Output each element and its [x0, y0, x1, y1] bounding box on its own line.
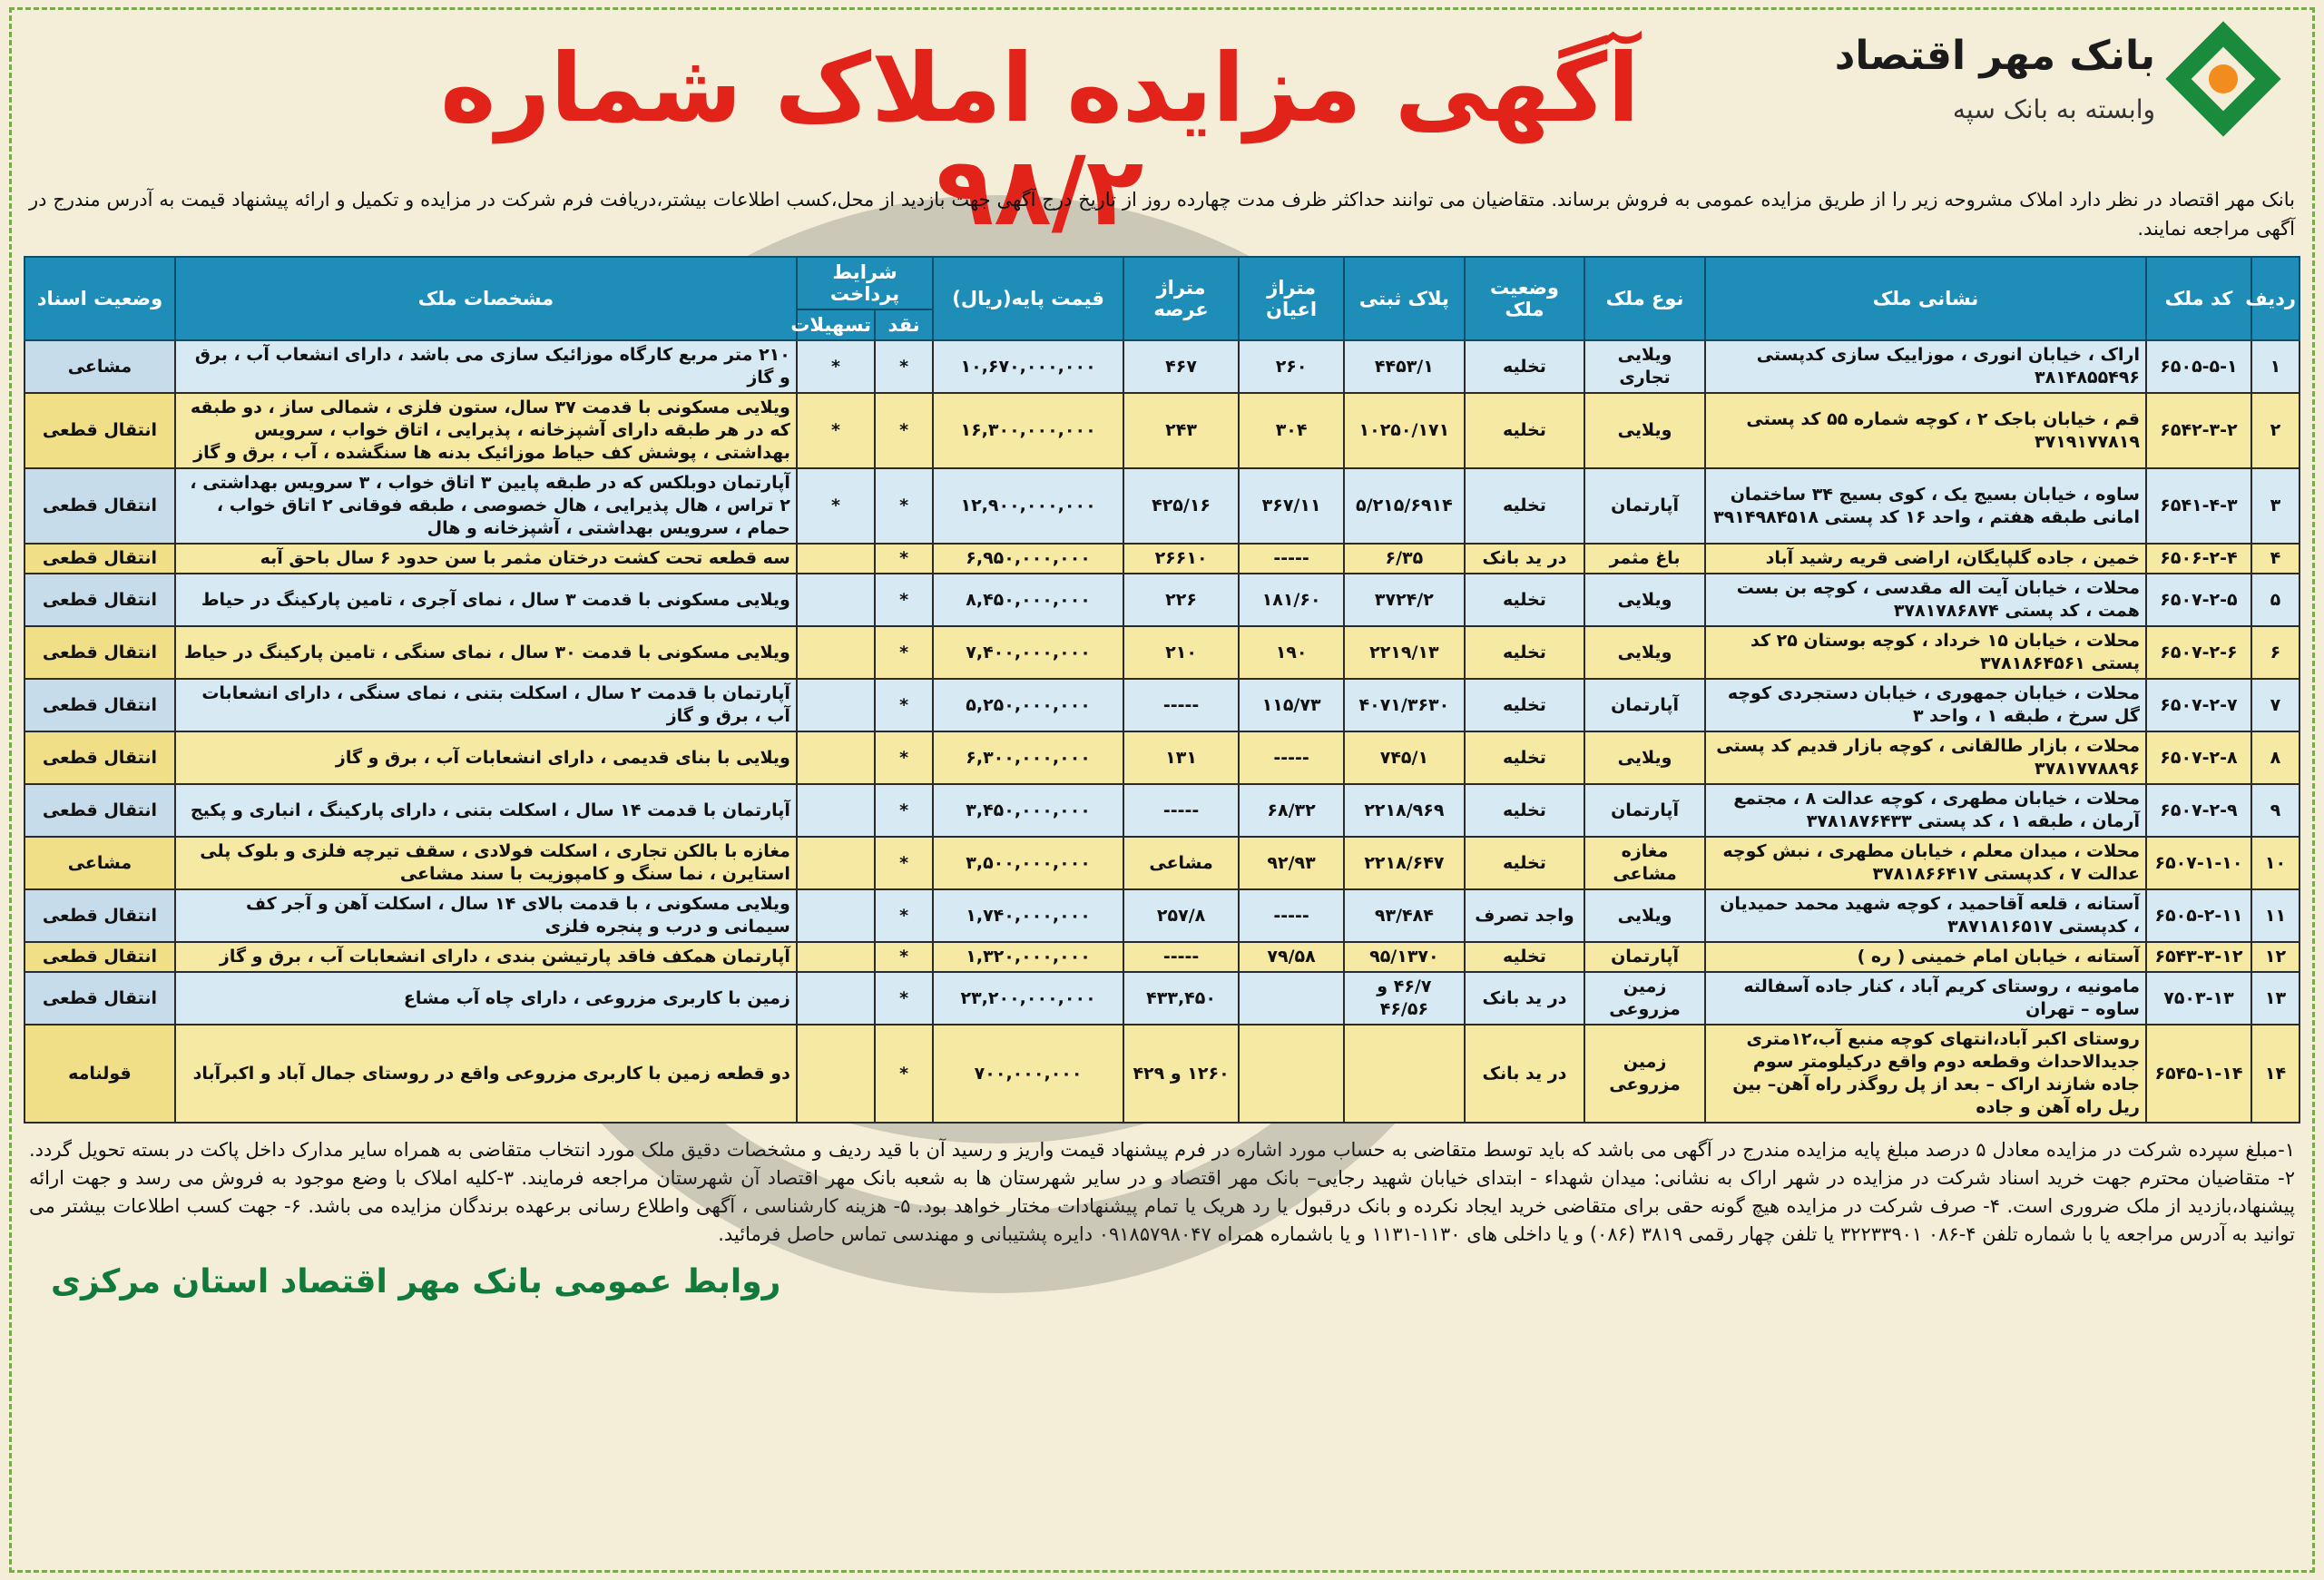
- cell-address: محلات ، میدان معلم ، خیابان مطهری ، نبش کوچه عدالت ۷ ، کدپستی ۳۷۸۱۸۶۶۴۱۷: [1705, 837, 2146, 889]
- cell-row: ۱۴: [2251, 1025, 2299, 1123]
- cell-land-area: ۴۶۷: [1123, 340, 1239, 393]
- cell-plaque: ۱۰۲۵۰/۱۷۱: [1344, 393, 1465, 468]
- cell-facility: [797, 889, 875, 942]
- cell-type: باغ مثمر: [1584, 544, 1705, 574]
- bank-name: بانک مهر اقتصاد: [1834, 33, 2155, 79]
- cell-building-area: -----: [1239, 889, 1344, 942]
- header-plaque: پلاک ثبتی: [1344, 257, 1465, 340]
- cell-specs: آپارتمان با قدمت ۲ سال ، اسکلت بتنی ، نمای سنگی ، دارای انشعابات آب ، برق و گاز: [175, 679, 797, 731]
- cell-price: ۱۲,۹۰۰,۰۰۰,۰۰۰: [933, 468, 1123, 544]
- cell-plaque: ۵/۲۱۵/۶۹۱۴: [1344, 468, 1465, 544]
- header-address: نشانی ملک: [1705, 257, 2146, 340]
- cell-plaque: ۹۵/۱۳۷۰: [1344, 942, 1465, 972]
- cell-code: ۶۵۰۷-۲-۹: [2146, 784, 2251, 837]
- cell-address: آستانه ، خیابان امام خمینی ( ره ): [1705, 942, 2146, 972]
- cell-facility: [797, 1025, 875, 1123]
- table-row: [25, 784, 2299, 837]
- cell-status: در ید بانک: [1465, 544, 1585, 574]
- cell-address: روستای اکبر آباد،انتهای کوچه منبع آب،۱۲متری جدیدالاحداث وقطعه دوم واقع درکیلومتر سوم جاده شازند اراک – بعد از پل روگذر راه آهن– بین ریل راه آهن و جاده: [1705, 1025, 2146, 1123]
- cell-price: ۲۳,۲۰۰,۰۰۰,۰۰۰: [933, 972, 1123, 1025]
- cell-doc: انتقال قطعی: [25, 626, 175, 679]
- cell-status: تخلیه: [1465, 731, 1585, 784]
- cell-land-area: ۲۶۶۱۰: [1123, 544, 1239, 574]
- cell-code: ۶۵۰۵-۲-۱۱: [2146, 889, 2251, 942]
- cell-row: ۸: [2251, 731, 2299, 784]
- cell-land-area: مشاعی: [1123, 837, 1239, 889]
- cell-code: ۶۵۰۷-۲-۶: [2146, 626, 2251, 679]
- cell-address: محلات ، بازار طالقانی ، کوچه بازار قدیم کد پستی ۳۷۸۱۷۷۸۸۹۶: [1705, 731, 2146, 784]
- intro-paragraph: بانک مهر اقتصاد در نظر دارد املاک مشروحه زیر را از طریق مزایده عمومی به فروش برساند. متقاضیان می توانند حداکثر ظرف مدت چهارده روز از تاریخ درج آگهی جهت بازدید از محل،کسب اطلاعات بیشتر،دریافت فرم شرکت در مزایده و تکمیل و ارائه پیشنهاد قیمت به آدرس مندرج در آگهی مراجعه نمایند.: [29, 189, 2295, 240]
- cell-type: آپارتمان: [1584, 468, 1705, 544]
- cell-type: آپارتمان: [1584, 784, 1705, 837]
- cell-doc: انتقال قطعی: [25, 731, 175, 784]
- header-doc: وضعیت اسناد: [25, 257, 175, 340]
- cell-status: تخلیه: [1465, 393, 1585, 468]
- cell-address: محلات ، خیابان آیت اله مقدسی ، کوچه بن بست همت ، کد پستی ۳۷۸۱۷۸۶۸۷۴: [1705, 574, 2146, 626]
- cell-specs: ویلایی با بنای قدیمی ، دارای انشعابات آب ، برق و گاز: [175, 731, 797, 784]
- cell-row: ۱۳: [2251, 972, 2299, 1025]
- cell-row: ۱۰: [2251, 837, 2299, 889]
- cell-status: تخلیه: [1465, 784, 1585, 837]
- cell-specs: ویلایی مسکونی با قدمت ۳ سال ، نمای آجری ، تامین پارکینگ در حیاط: [175, 574, 797, 626]
- table-row: [25, 340, 2299, 393]
- cell-facility: [797, 574, 875, 626]
- cell-code: ۶۵۴۳-۳-۱۲: [2146, 942, 2251, 972]
- cell-land-area: -----: [1123, 679, 1239, 731]
- table-row: [25, 942, 2299, 972]
- cell-doc: انتقال قطعی: [25, 544, 175, 574]
- cell-land-area: ۲۱۰: [1123, 626, 1239, 679]
- cell-type: ویلایی: [1584, 626, 1705, 679]
- cell-type: آپارتمان: [1584, 942, 1705, 972]
- cell-specs: ۲۱۰ متر مربع کارگاه موزائیک سازی می باشد ، دارای انشعاب آب ، برق و گاز: [175, 340, 797, 393]
- cell-specs: ویلایی مسکونی با قدمت ۳۷ سال، ستون فلزی ، شمالی ساز ، دو طبقه که در هر طبقه دارای آشپزخانه ، پذیرایی ، اتاق خواب ، سرویس بهداشتی ، پوشش کف حیاط موزائیک بدنه ها سنگشده ، آب ، برق و گاز: [175, 393, 797, 468]
- cell-cash: *: [875, 972, 933, 1025]
- table-row: [25, 679, 2299, 731]
- cell-type: ویلایی: [1584, 393, 1705, 468]
- cell-price: ۷۰۰,۰۰۰,۰۰۰: [933, 1025, 1123, 1123]
- header-building-area: متراژ اعیان: [1239, 257, 1344, 340]
- cell-land-area: ۲۲۶: [1123, 574, 1239, 626]
- cell-land-area: ۱۲۶۰ و ۴۲۹: [1123, 1025, 1239, 1123]
- cell-doc: انتقال قطعی: [25, 574, 175, 626]
- cell-price: ۱,۷۴۰,۰۰۰,۰۰۰: [933, 889, 1123, 942]
- cell-facility: *: [797, 468, 875, 544]
- cell-facility: *: [797, 340, 875, 393]
- cell-code: ۶۵۰۷-۱-۱۰: [2146, 837, 2251, 889]
- cell-building-area: ۱۸۱/۶۰: [1239, 574, 1344, 626]
- cell-address: محلات ، خیابان مطهری ، کوچه عدالت ۸ ، مجتمع آرمان ، طبقه ۱ ، کد پستی ۳۷۸۱۸۷۶۴۳۳: [1705, 784, 2146, 837]
- notes-paragraph: ۱-مبلغ سپرده شرکت در مزایده معادل ۵ درصد مبلغ پایه مزایده مندرج در آگهی می باشد که باید توسط متقاضی به حساب مورد اشاره در فرم پیشنهاد قیمت واریز و رسید آن با قید ردیف و مشخصات دقیق ملک مورد انتخاب متقاضی به همراه سایر مدارک داخل پاکت در بسته تحویل گردد. ۲- متقاضیان محترم جهت خرید اسناد شرکت در مزایده در شهر اراک به نشانی: میدان شهداء - ابتدای خیابان شهید رجایی– بانک مهر اقتصاد و در سایر شهرستان ها به شعبه بانک مهر اقتصاد آن شهرستان مراجعه فرمایند. ۳-کلیه املاک با وضع موجود به فروش می رسد و جهت ارائه پیشنهاد،بازدید از ملک ضروری است. ۴- صرف شرکت در مزایده هیچ گونه حقی برای متقاضی خرید ایجاد نکرده و بانک درقبول یا رد هریک یا تمام پیشنهادات مختار خواهد بود. ۵- هزینه کارشناسی ، آگهی واطلاع رسانی برعهده برندگان مزایده می باشد. ۶- جهت کسب اطلاعات بیشتر می توانید به آدرس مراجعه یا با شماره تلفن ۴-۰۸۶ ۳۲۲۳۳۹۰۱ یا تلفن چهار رقمی ۳۸۱۹ (۰۸۶) و یا داخلی های ۱۱۳۰-۱۱۳۱ و یا باشماره همراه ۰۹۱۸۵۷۹۸۰۴۷ دایره پشتیبانی و مهندسی تماس حاصل فرمائید.: [29, 1139, 2296, 1245]
- cell-doc: انتقال قطعی: [25, 679, 175, 731]
- cell-address: قم ، خیابان باجک ۲ ، کوچه شماره ۵۵ کد پستی ۳۷۱۹۱۷۷۸۱۹: [1705, 393, 2146, 468]
- cell-code: ۶۵۰۶-۲-۴: [2146, 544, 2251, 574]
- cell-type: مغازه مشاعی: [1584, 837, 1705, 889]
- cell-status: تخلیه: [1465, 837, 1585, 889]
- cell-row: ۶: [2251, 626, 2299, 679]
- cell-facility: [797, 731, 875, 784]
- cell-building-area: -----: [1239, 544, 1344, 574]
- cell-row: ۷: [2251, 679, 2299, 731]
- cell-plaque: ۹۳/۴۸۴: [1344, 889, 1465, 942]
- header-specs: مشخصات ملک: [175, 257, 797, 340]
- cell-doc: انتقال قطعی: [25, 942, 175, 972]
- cell-facility: [797, 972, 875, 1025]
- cell-code: ۶۵۰۷-۲-۸: [2146, 731, 2251, 784]
- cell-row: ۹: [2251, 784, 2299, 837]
- cell-cash: *: [875, 837, 933, 889]
- cell-cash: *: [875, 626, 933, 679]
- cell-status: تخلیه: [1465, 468, 1585, 544]
- cell-code: ۶۵۴۲-۳-۲: [2146, 393, 2251, 468]
- cell-cash: *: [875, 340, 933, 393]
- cell-row: ۱۲: [2251, 942, 2299, 972]
- table-row: [25, 468, 2299, 544]
- cell-type: زمین مزروعی: [1584, 1025, 1705, 1123]
- cell-price: ۸,۴۵۰,۰۰۰,۰۰۰: [933, 574, 1123, 626]
- cell-row: ۲: [2251, 393, 2299, 468]
- cell-facility: [797, 679, 875, 731]
- bank-subtitle: وابسته به بانک سپه: [1952, 94, 2155, 124]
- header-type: نوع ملک: [1584, 257, 1705, 340]
- cell-doc: انتقال قطعی: [25, 393, 175, 468]
- cell-status: تخلیه: [1465, 574, 1585, 626]
- header-payment: شرایط پرداخت: [797, 257, 933, 309]
- cell-cash: *: [875, 574, 933, 626]
- cell-land-area: -----: [1123, 942, 1239, 972]
- header-land-area: متراژ عرصه: [1123, 257, 1239, 340]
- cell-cash: *: [875, 679, 933, 731]
- property-table: [24, 256, 2300, 1124]
- bank-logo-icon: [2164, 20, 2282, 138]
- cell-status: در ید بانک: [1465, 1025, 1585, 1123]
- cell-facility: [797, 942, 875, 972]
- table-row: [25, 626, 2299, 679]
- cell-row: ۵: [2251, 574, 2299, 626]
- header-cash: نقد: [875, 309, 933, 340]
- cell-address: مامونیه ، روستای کریم آباد ، کنار جاده آسفالته ساوه – تهران: [1705, 972, 2146, 1025]
- cell-status: تخلیه: [1465, 942, 1585, 972]
- property-table-wrap: [24, 256, 2300, 1124]
- cell-specs: زمین با کاربری مزروعی ، دارای چاه آب مشاع: [175, 972, 797, 1025]
- cell-price: ۵,۲۵۰,۰۰۰,۰۰۰: [933, 679, 1123, 731]
- cell-code: ۶۵۰۷-۲-۷: [2146, 679, 2251, 731]
- cell-specs: مغازه با بالکن تجاری ، اسکلت فولادی ، سقف تیرچه فلزی و بلوک پلی استایرن ، نما سنگ و کامپوزیت با سند مشاعی: [175, 837, 797, 889]
- cell-building-area: ۷۹/۵۸: [1239, 942, 1344, 972]
- cell-cash: *: [875, 544, 933, 574]
- cell-doc: انتقال قطعی: [25, 889, 175, 942]
- cell-cash: *: [875, 1025, 933, 1123]
- cell-status: تخلیه: [1465, 340, 1585, 393]
- cell-building-area: ۹۲/۹۳: [1239, 837, 1344, 889]
- cell-row: ۱۱: [2251, 889, 2299, 942]
- cell-row: ۱: [2251, 340, 2299, 393]
- cell-plaque: ۲۲۱۸/۹۶۹: [1344, 784, 1465, 837]
- cell-specs: آپارتمان همکف فاقد پارتیشن بندی ، دارای انشعابات آب ، برق و گاز: [175, 942, 797, 972]
- cell-row: ۴: [2251, 544, 2299, 574]
- cell-code: ۷۵۰۳-۱۳: [2146, 972, 2251, 1025]
- cell-specs: دو قطعه زمین با کاربری مزروعی واقع در روستای جمال آباد و اکبرآباد: [175, 1025, 797, 1123]
- cell-specs: آپارتمان دوبلکس که در طبقه پایین ۳ اتاق خواب ، ۳ سرویس بهداشتی ، ۲ تراس ، هال پذیرایی ، هال خصوصی ، طبقه فوقانی ۲ اتاق خواب ، حمام ، سرویس بهداشتی ، آشپزخانه و هال: [175, 468, 797, 544]
- cell-plaque: ۳۷۲۴/۲: [1344, 574, 1465, 626]
- cell-cash: *: [875, 889, 933, 942]
- cell-address: محلات ، خیابان جمهوری ، خیابان دستجردی کوچه گل سرخ ، طبقه ۱ ، واحد ۳: [1705, 679, 2146, 731]
- cell-address: اراک ، خیابان انوری ، موزاییک سازی کدپستی ۳۸۱۴۸۵۵۴۹۶: [1705, 340, 2146, 393]
- cell-price: ۳,۵۰۰,۰۰۰,۰۰۰: [933, 837, 1123, 889]
- cell-facility: [797, 626, 875, 679]
- cell-code: ۶۵۴۱-۴-۳: [2146, 468, 2251, 544]
- cell-type: ویلایی: [1584, 731, 1705, 784]
- cell-building-area: ۲۶۰: [1239, 340, 1344, 393]
- table-row: [25, 731, 2299, 784]
- table-row: [25, 972, 2299, 1025]
- cell-price: ۷,۴۰۰,۰۰۰,۰۰۰: [933, 626, 1123, 679]
- cell-doc: مشاعی: [25, 340, 175, 393]
- cell-building-area: ۱۱۵/۷۳: [1239, 679, 1344, 731]
- bank-logo: [1834, 20, 2282, 147]
- cell-specs: ویلایی مسکونی ، با قدمت بالای ۱۴ سال ، اسکلت آهن و آجر کف سیمانی و درب و پنجره فلزی: [175, 889, 797, 942]
- cell-type: ویلایی: [1584, 889, 1705, 942]
- cell-plaque: ۶/۳۵: [1344, 544, 1465, 574]
- cell-land-area: ۴۲۵/۱۶: [1123, 468, 1239, 544]
- cell-status: در ید بانک: [1465, 972, 1585, 1025]
- cell-type: ویلایی: [1584, 574, 1705, 626]
- header-row: ردیف: [2251, 257, 2299, 340]
- cell-row: ۳: [2251, 468, 2299, 544]
- table-row: [25, 574, 2299, 626]
- cell-cash: *: [875, 731, 933, 784]
- property-table-body: [25, 340, 2299, 1123]
- header-status: وضعیت ملک: [1465, 257, 1585, 340]
- cell-doc: انتقال قطعی: [25, 468, 175, 544]
- cell-price: ۳,۴۵۰,۰۰۰,۰۰۰: [933, 784, 1123, 837]
- cell-doc: انتقال قطعی: [25, 784, 175, 837]
- cell-type: زمین مزروعی: [1584, 972, 1705, 1025]
- cell-plaque: ۲۲۱۸/۶۴۷: [1344, 837, 1465, 889]
- cell-price: ۶,۳۰۰,۰۰۰,۰۰۰: [933, 731, 1123, 784]
- cell-price: ۱,۳۲۰,۰۰۰,۰۰۰: [933, 942, 1123, 972]
- table-row: [25, 889, 2299, 942]
- cell-specs: آپارتمان با قدمت ۱۴ سال ، اسکلت بتنی ، دارای پارکینگ ، انباری و پکیج: [175, 784, 797, 837]
- cell-facility: [797, 544, 875, 574]
- cell-address: ساوه ، خیابان بسیج یک ، کوی بسیج ۳۴ ساختمان امانی طبقه هفتم ، واحد ۱۶ کد پستی ۳۹۱۴۹۸۴۵۱۸: [1705, 468, 2146, 544]
- cell-plaque: [1344, 1025, 1465, 1123]
- cell-code: ۶۵۰۵-۵-۱: [2146, 340, 2251, 393]
- cell-land-area: ۲۴۳: [1123, 393, 1239, 468]
- cell-address: خمین ، جاده گلپایگان، اراضی قریه رشید آباد: [1705, 544, 2146, 574]
- cell-type: آپارتمان: [1584, 679, 1705, 731]
- table-row: [25, 544, 2299, 574]
- cell-price: ۱۶,۳۰۰,۰۰۰,۰۰۰: [933, 393, 1123, 468]
- cell-plaque: ۴۰۷۱/۳۶۳۰: [1344, 679, 1465, 731]
- cell-building-area: [1239, 1025, 1344, 1123]
- cell-status: تخلیه: [1465, 679, 1585, 731]
- cell-land-area: -----: [1123, 784, 1239, 837]
- cell-facility: *: [797, 393, 875, 468]
- header-facility: تسهیلات: [797, 309, 875, 340]
- cell-cash: *: [875, 393, 933, 468]
- cell-building-area: ۳۶۷/۱۱: [1239, 468, 1344, 544]
- cell-type: ویلایی تجاری: [1584, 340, 1705, 393]
- cell-plaque: ۴۴۵۳/۱: [1344, 340, 1465, 393]
- cell-specs: سه قطعه تحت کشت درختان مثمر با سن حدود ۶ سال باحق آبه: [175, 544, 797, 574]
- cell-cash: *: [875, 784, 933, 837]
- cell-building-area: -----: [1239, 731, 1344, 784]
- cell-status: واجد تصرف: [1465, 889, 1585, 942]
- header-code: کد ملک: [2146, 257, 2251, 340]
- cell-building-area: [1239, 972, 1344, 1025]
- cell-building-area: ۱۹۰: [1239, 626, 1344, 679]
- cell-address: محلات ، خیابان ۱۵ خرداد ، کوچه بوستان ۲۵ کد پستی ۳۷۸۱۸۶۴۵۶۱: [1705, 626, 2146, 679]
- cell-cash: *: [875, 942, 933, 972]
- cell-code: ۶۵۴۵-۱-۱۴: [2146, 1025, 2251, 1123]
- cell-code: ۶۵۰۷-۲-۵: [2146, 574, 2251, 626]
- cell-facility: [797, 837, 875, 889]
- cell-doc: قولنامه: [25, 1025, 175, 1123]
- cell-status: تخلیه: [1465, 626, 1585, 679]
- cell-plaque: ۷۴۵/۱: [1344, 731, 1465, 784]
- footer-signature: روابط عمومی بانک مهر اقتصاد استان مرکزی: [51, 1263, 781, 1300]
- table-row: [25, 393, 2299, 468]
- cell-address: آستانه ، قلعه آقاحمید ، کوچه شهید محمد حمیدیان ، کدپستی ۳۸۷۱۸۱۶۵۱۷: [1705, 889, 2146, 942]
- cell-building-area: ۳۰۴: [1239, 393, 1344, 468]
- table-row: [25, 837, 2299, 889]
- cell-cash: *: [875, 468, 933, 544]
- cell-doc: انتقال قطعی: [25, 972, 175, 1025]
- cell-facility: [797, 784, 875, 837]
- cell-doc: مشاعی: [25, 837, 175, 889]
- cell-land-area: ۲۵۷/۸: [1123, 889, 1239, 942]
- cell-plaque: ۲۲۱۹/۱۳: [1344, 626, 1465, 679]
- notice-title: آگهی مزایده املاک شماره ۹۸/۲: [440, 33, 1640, 248]
- table-row: [25, 1025, 2299, 1123]
- cell-price: ۶,۹۵۰,۰۰۰,۰۰۰: [933, 544, 1123, 574]
- cell-building-area: ۶۸/۳۲: [1239, 784, 1344, 837]
- header-price: قیمت پایه(ریال): [933, 257, 1123, 340]
- cell-plaque: ۴۶/۷ و ۴۶/۵۶: [1344, 972, 1465, 1025]
- cell-land-area: ۱۳۱: [1123, 731, 1239, 784]
- cell-land-area: ۴۳۳,۴۵۰: [1123, 972, 1239, 1025]
- cell-price: ۱۰,۶۷۰,۰۰۰,۰۰۰: [933, 340, 1123, 393]
- cell-specs: ویلایی مسکونی با قدمت ۳۰ سال ، نمای سنگی ، تامین پارکینگ در حیاط: [175, 626, 797, 679]
